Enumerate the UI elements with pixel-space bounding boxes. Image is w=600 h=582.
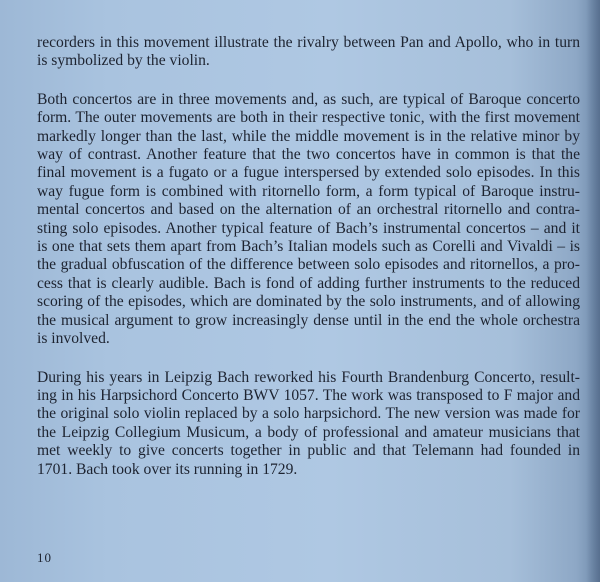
paragraph-1 [37, 34, 580, 71]
text-line: the Leipzig Collegium Musicum, a body of professional and amateur musicians that [37, 423, 580, 441]
text-line: the musical argument to grow increasingly dense until in the end the whole orchestra [37, 311, 580, 329]
paragraph-2 [37, 91, 580, 349]
text-line: form. The outer movements are both in their respective tonic, with the first movement [37, 109, 580, 127]
text-line: recorders in this movement illustrate the rivalry between Pan and Apollo, who in turn [37, 34, 580, 51]
text-line: is one that sets them apart from Bach’s Italian models such as Corelli and Vivaldi – is [37, 238, 580, 256]
text-line: 1701. Bach took over its running in 1729. [37, 460, 298, 478]
paragraph-3 [37, 369, 580, 479]
text-line: the gradual obfuscation of the difference between solo episodes and ritornellos, a pro- [37, 256, 580, 274]
body-text [37, 34, 580, 499]
text-line: ing in his Harpsichord Concerto BWV 1057. The work was transposed to F major and [37, 386, 580, 404]
text-line: the original solo violin replaced by a solo harpsichord. The new version was made for [37, 405, 580, 423]
text-line: During his years in Leipzig Bach reworked his Fourth Brandenburg Concerto, result- [37, 368, 580, 386]
text-line: cess that is clearly audible. Bach is fond of adding further instruments to the reduced [37, 274, 580, 292]
text-line: is involved. [37, 330, 110, 348]
text-line: met weekly to give concerts together in public and that Telemann had founded in [37, 442, 580, 460]
page-number: 10 [37, 550, 52, 565]
text-line: is symbolized by the violin. [37, 52, 210, 70]
text-line: Both concertos are in three movements and, as such, are typical of Baroque concerto [37, 90, 580, 108]
text-line: way fugue form is combined with ritornello form, a form typical of Baroque instru- [37, 182, 580, 200]
text-line: markedly longer than the last, while the middle movement is in the relative minor by [37, 127, 580, 145]
text-line: scoring of the episodes, which are dominated by the solo instruments, and of allowing [37, 293, 580, 311]
text-line: final movement is a fugato or a fugue interspersed by extended solo episodes. In this [37, 164, 580, 182]
text-line: way of contrast. Another feature that the two concertos have in common is that the [37, 146, 580, 164]
text-line: mental concertos and based on the alternation of an orchestral ritornello and contra- [37, 201, 580, 219]
text-line: sting solo episodes. Another typical feature of Bach’s instrumental concertos – and it [37, 219, 580, 237]
